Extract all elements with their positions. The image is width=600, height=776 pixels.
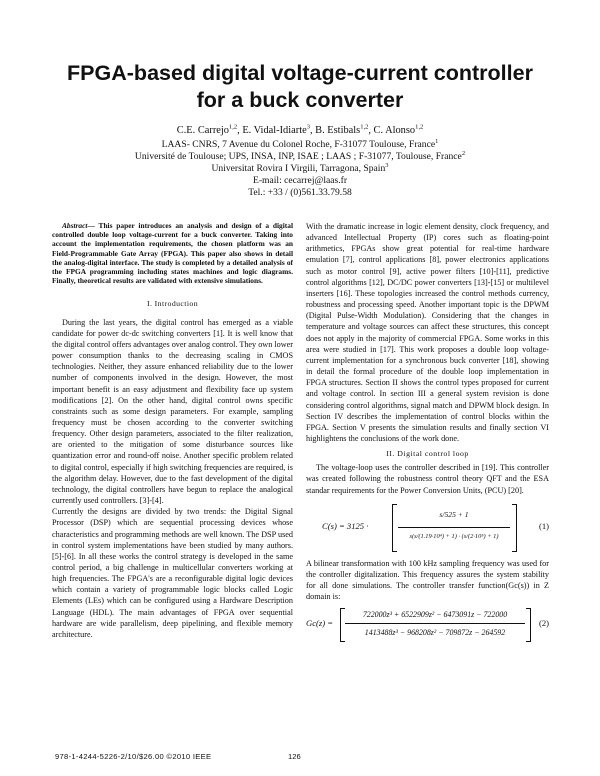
author-2: , E. Vidal-Idiarte: [237, 125, 307, 136]
author-email: E-mail: cecarrej@laas.fr: [252, 175, 348, 186]
page-number: 126: [288, 752, 301, 761]
author-4-sup: 1,2: [415, 123, 424, 131]
title-line-1: FPGA-based digital voltage-current controller: [67, 61, 533, 85]
equation-2-lhs: Gc(z) =: [306, 618, 334, 629]
equation-1: [306, 500, 549, 556]
section-1-heading: I. Introduction: [146, 299, 199, 309]
affiliation-1: LAAS- CNRS, 7 Avenue du Colonel Roche, F-31077 Toulouse, France$^1$: [161, 137, 439, 150]
equation-1-denominator: s(s/(1.19·10⁴) + 1) · (s/(2·10⁵) + 1): [409, 532, 499, 540]
author-names: [0, 124, 600, 138]
equation-1-fraction-bar: [398, 527, 510, 528]
equation-2-number: (2): [538, 618, 549, 629]
right-paragraph-1: With the dramatic increase in logic element density, clock frequency, and advanced Intellectual Property (IP) cores such as floating-point arithmetics, FPGAs show great potential for real-time hardware emulation [7], control applications [8], power electronics applications such as motor control [9], active power filters [10]-[11], predictive control algorithms [12], DC/DC power converters [13]-[15] or multilevel inserters [16]. These topologies increased the control methods currency, robustness and processing speed. Another important topic is the DPWM (Digital Pulse-Width Modulation). Considering that the changes in temperature and voltage sources can affect these structures, this concept does not apply in the majority of commercial FPGA. Some works in this area were studied in [17]. This work proposes a double loop voltage-current implementation for a synchronous buck converter [18], showing in detail the formal procedure of the double loop implementation in FPGA structures. Section II shows the control types proposed for current and voltage control. In section III a general system revision is done considering control algorithms, signal match and DPWM block design. In Section IV describes the implementation of control blocks within the FPGA. Section V presents the simulation results and finally section VI highlightens the conclusions of the work done.: [306, 222, 549, 443]
equation-2-fraction-bar: [345, 623, 525, 624]
intro-paragraph-1: During the last years, the digital control has emerged as a viable candidate for power dc-dc switching converters [1]. It is well know that the digital control offers advantages over analog control. They own lower power consumption thanks to the decreasing scaling in CMOS technologies. Neither, they assure enhanced reliability due to the lower number of components involved in the design. However, the most important benefit is an easy adjustment and flexibility face up system modifications [2]. On the other hand, digital control owns specific constraints such as some design parameters. For example, sampling frequency must be chosen according to the converter switching frequency. Other design parameters, associated to the filter realization, are oriented to the mitigation of some disturbance sources like quantization error and round-off noise. Another specific problem related to digital control, especially if high switching frequencies are required, is the algorithm delay. However, due to the fast development of the digital technology, the digital controllers have begun to replace the analogical currently used controllers. [3]-[4].: [52, 317, 293, 506]
author-4: , C. Alonso: [368, 125, 416, 136]
right-paragraph-3: A bilinear transformation with 100 kHz sampling frequency was used for the controller digitalization. This frequency assures the system stability for all done simulations. The controller transfer function(Gc(s)) in Z domain is:: [306, 558, 549, 602]
author-block: [0, 124, 600, 199]
abstract-label: Abstract: [62, 221, 88, 230]
equation-2-bracket-right: [526, 608, 531, 642]
paper-title: [0, 60, 600, 114]
right-column: [306, 221, 549, 644]
author-3-sup: 1,2: [360, 123, 369, 131]
author-2-sup: 3: [306, 123, 310, 131]
equation-1-number: (1): [538, 520, 549, 531]
equation-2-numerator: 722000z³ + 6522909z² − 6473091z − 722000: [362, 610, 508, 620]
author-1-sup: 1,2: [229, 123, 238, 131]
intro-paragraph-2: Currently the designs are divided by two trends: the Digital Signal Processor (DSP) which are sequential processing devices whose characteristics and programming methods are well known. The DSP used in control system implementations have been studied by many authors. [5]-[6]. In all these works the control strategy is developed in the same control period, a big challenge in multicellular converters working at high frequencies. The FPGA's are a reconfigurable digital logic devices which contain a variety of programmable logic blocks called Logic Elements (LEs) which can be configured using a Hardware Description Language (HDL). The main advantages of FPGA over sequential hardware are wide parallelism, deep pipelining, and flexible memory architecture.: [52, 507, 293, 639]
equation-1-lhs: C(s) = 3125 ·: [322, 520, 369, 531]
abstract-text: — This paper introduces an analysis and design of a digital controlled double loop voltage-current for a buck converter. Taking into account the implementation requirements, the chosen platform was an Field-Programmable Gate Array (FPGA). This paper also shows in detail the analog-digital interface. The study is completed by a detailed analysis of the FPGA programming including states machines and logic diagrams. Finally, theoretical results are validated with extensive simulations.: [52, 221, 293, 286]
abstract: [52, 221, 293, 285]
author-1: C.E. Carrejo: [176, 125, 229, 136]
title-line-2: for a buck converter: [196, 88, 404, 112]
author-3: , B. Estibals: [309, 125, 361, 136]
affiliation-3: Universitat Rovira I Virgili, Tarragona, Spain$^3$: [211, 161, 389, 174]
equation-2: [306, 606, 549, 644]
right-paragraph-2: The voltage-loop uses the controller described in [19]. This controller was created following the robustness control theory QFT and the ESA standar requirements for the Power Conversion Units, (PCU) [20].: [306, 463, 549, 495]
equation-1-numerator: s/525 + 1: [439, 509, 469, 519]
equation-1-bracket-right: [512, 504, 517, 552]
author-telephone: Tel.: +33 / (0)561.33.79.58: [248, 187, 352, 198]
equation-1-bracket-left: [392, 504, 397, 552]
left-column: [52, 221, 293, 640]
affiliation-2: Université de Toulouse; UPS, INSA, INP, ISAE ; LAAS ; F-31077, Toulouse, France$^2$: [134, 149, 466, 162]
copyright-footer: 978-1-4244-5226-2/10/$26.00 ©2010 IEEE: [55, 752, 212, 761]
section-2-heading: II. Digital control loop: [386, 449, 469, 459]
equation-2-denominator: 1413488z³ − 968208z² − 709872z − 264592: [364, 628, 506, 638]
